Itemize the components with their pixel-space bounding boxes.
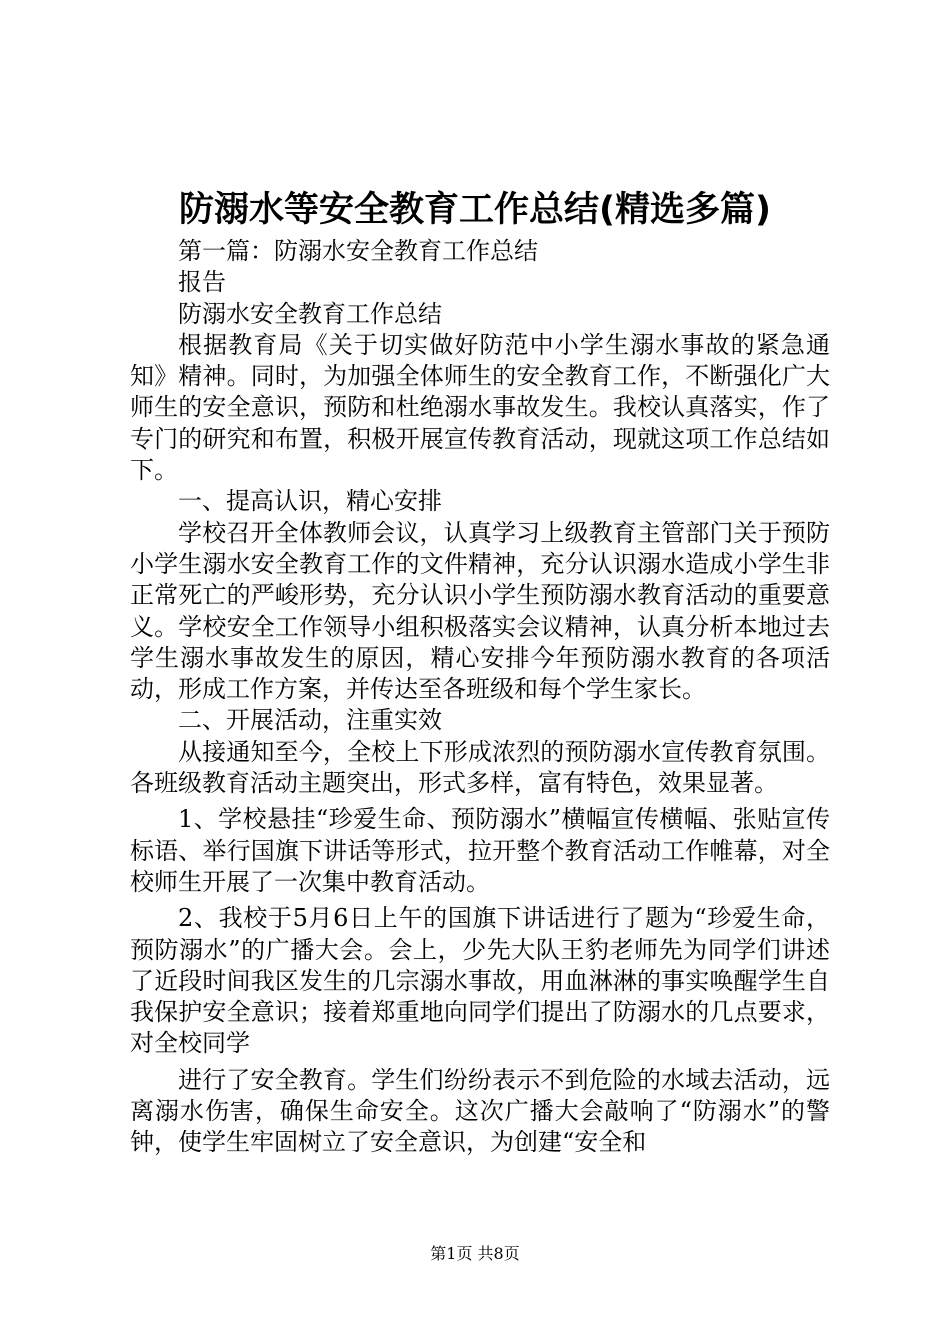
section-heading-continued: 报告: [178, 268, 226, 297]
section-heading: 第一篇：防溺水安全教育工作总结: [178, 237, 538, 265]
heading-two: 二、开展活动，注重实效: [178, 706, 442, 735]
paragraph-continued: 进行了安全教育。学生们纷纷表示不到危险的水域去活动，远离溺水伤害，确保生命安全。这次广播大会敲响了“防溺水”的警钟，使学生牢固树立了安全意识，为创建“安全和: [130, 1065, 830, 1157]
subtitle: 防溺水安全教育工作总结: [178, 299, 442, 328]
heading-one: 一、提高认识，精心安排: [178, 487, 442, 516]
list-item-two: 2、我校于5月6日上午的国旗下讲话进行了题为“珍爱生命，预防溺水”的广播大会。会上，少先大队王豹老师先为同学们讲述了近段时间我区发生的几宗溺水事故，用血淋淋的事实唤醒学生自我保护安全意识；接着郑重地向同学们提出了防溺水的几点要求，对全校同学: [130, 904, 830, 1058]
paragraph-two: 从接通知至今，全校上下形成浓烈的预防溺水宣传教育氛围。各班级教育活动主题突出，形式多样，富有特色，效果显著。: [130, 737, 830, 798]
document-title: 防溺水等安全教育工作总结(精选多篇): [179, 190, 771, 230]
paragraph-intro: 根据教育局《关于切实做好防范中小学生溺水事故的紧急通知》精神。同时，为加强全体师生的安全教育工作，不断强化广大师生的安全意识，预防和杜绝溺水事故发生。我校认真落实，作了专门的研究和布置，积极开展宣传教育活动，现就这项工作总结如下。: [130, 330, 830, 485]
paragraph-one: 学校召开全体教师会议，认真学习上级教育主管部门关于预防小学生溺水安全教育工作的文件精神，充分认识溺水造成小学生非正常死亡的严峻形势，充分认识小学生预防溺水教育活动的重要意义。学校安全工作领导小组积极落实会议精神，认真分析本地过去学生溺水事故发生的原因，精心安排今年预防溺水教育的各项活动，形成工作方案，并传达至各班级和每个学生家长。: [130, 518, 830, 704]
list-item-one: 1、学校悬挂“珍爱生命、预防溺水”横幅宣传横幅、张贴宣传标语、举行国旗下讲话等形式，拉开整个教育活动工作帷幕，对全校师生开展了一次集中教育活动。: [130, 805, 830, 896]
page-number: 第1页 共8页: [430, 1244, 520, 1263]
document-body: [130, 236, 830, 1159]
